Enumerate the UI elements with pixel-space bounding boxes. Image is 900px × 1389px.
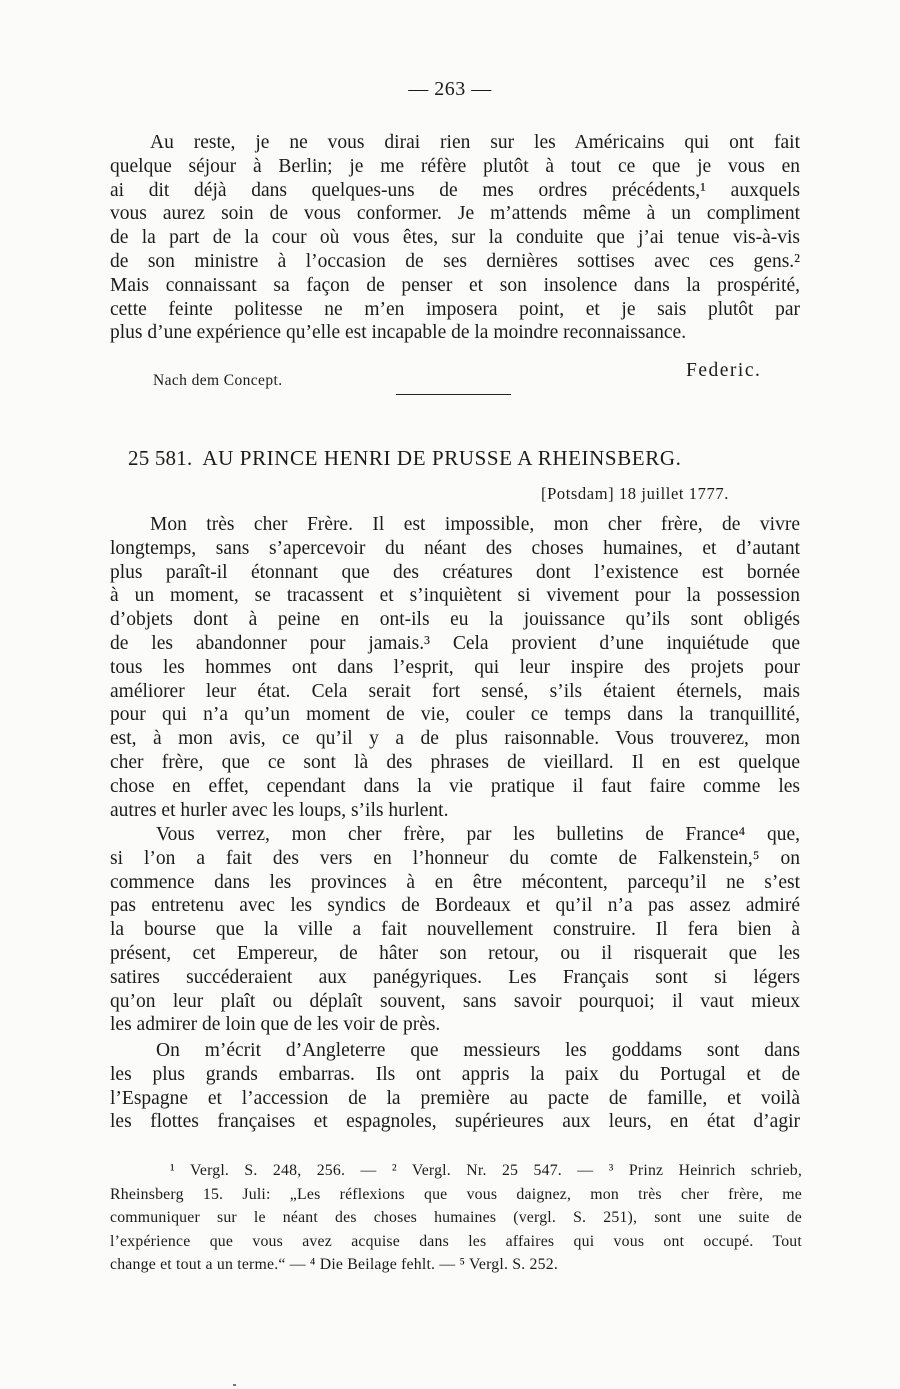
separator-rule [396, 394, 511, 395]
footnote-line: l’expérience que vous avez acquise dans les affaires qui vous ont occupé. Tout [110, 1232, 802, 1250]
text-line: améliorer leur état. Cela serait fort sensé, s’ils étaient éternels, mais [110, 680, 800, 702]
text-line: de les abandonner pour jamais.³ Cela provient d’une inquiétude que [110, 632, 800, 654]
letter2-paragraph-3 [110, 1039, 800, 1134]
letter-heading [128, 446, 828, 471]
text-line: commence dans les provinces à en être mécontent, parcequ’il ne s’est [110, 871, 800, 893]
scan-speck [233, 1384, 236, 1386]
text-line: vous aurez soin de vous conformer. Je m’attends même à un compliment [110, 203, 800, 225]
text-line: de son ministre à l’occasion de ses dernières sottises avec ces gens.² [110, 250, 800, 272]
text-line: satires succéderaient aux panégyriques. Les Français sont si légers [110, 966, 800, 988]
footnotes [110, 1159, 802, 1277]
letter-title: AU PRINCE HENRI DE PRUSSE A RHEINSBERG. [202, 446, 682, 470]
text-line: de la part de la cour où vous êtes, sur la conduite que j’ai tenue vis-à-vis [110, 227, 800, 249]
signature: Federic. [686, 360, 762, 381]
text-line: présent, cet Empereur, de hâter son retour, ou il risquerait que les [110, 942, 800, 964]
text-line: ai dit déjà dans quelques-uns de mes ordres précédents,¹ auxquels [110, 179, 800, 201]
text-line: pour qui n’a qu’un moment de vie, couler ce temps dans la tranquillité, [110, 704, 800, 726]
concept-note: Nach dem Concept. [153, 372, 283, 389]
text-line: cher frère, que ce sont là des phrases de vieillard. Il en est quelque [110, 751, 800, 773]
footnote-line: ¹ Vergl. S. 248, 256. — ² Vergl. Nr. 25 547. — ³ Prinz Heinrich schrieb, [170, 1162, 802, 1179]
text-line: longtemps, sans s’apercevoir du néant des choses humaines, et d’autant [110, 537, 800, 559]
text-line: Mon très cher Frère. Il est impossible, mon cher frère, de vivre [150, 514, 800, 535]
text-line: est, à mon avis, ce qu’il y a de plus raisonnable. Vous trouverez, mon [110, 728, 800, 750]
letter2-paragraph-1 [110, 513, 800, 822]
footnote-line: communiquer sur le néant des choses humaines (vergl. S. 251), sont une suite de [110, 1209, 802, 1226]
footnote-line: change et tout a un terme.“ — ⁴ Die Beilage fehlt. — ⁵ Vergl. S. 252. [110, 1256, 559, 1273]
letter2-paragraph-2 [110, 823, 800, 1037]
text-line: plus paraît-il étonnant que des créatures dont l’existence est bornée [110, 561, 800, 583]
text-line: à un moment, se tracassent et s’inquiètent si vivement pour la possession [110, 585, 800, 607]
text-line: qu’on leur plaît ou déplaît souvent, sans savoir pourquoi; il vaut mieux [110, 990, 800, 1012]
text-line: Au reste, je ne vous dirai rien sur les Américains qui ont fait [150, 132, 800, 153]
text-line: cette feinte politesse ne m’en imposera point, et je sais plutôt par [110, 298, 800, 320]
text-line: d’objets dont à peine en ont-ils eu la jouissance qu’ils sont obligés [110, 609, 800, 631]
text-line: si l’on a fait des vers en l’honneur du comte de Falkenstein,⁵ on [110, 847, 800, 869]
text-line: plus d’une expérience qu’elle est incapable de la moindre reconnaissance. [110, 322, 687, 344]
letter-number: 25 581. [128, 446, 193, 470]
text-line: Vous verrez, mon cher frère, par les bulletins de France⁴ que, [156, 824, 800, 845]
text-line: les flottes françaises et espagnoles, supérieures aux leurs, en état d’agir [110, 1111, 800, 1133]
text-line: les plus grands embarras. Ils ont appris la paix du Portugal et de [110, 1063, 800, 1085]
text-line: les admirer de loin que de les voir de près. [110, 1014, 441, 1036]
text-line: chose en effet, cependant dans la vie pratique il faut faire comme les [110, 775, 800, 797]
letter1-paragraph [110, 131, 800, 345]
signature-row [110, 360, 800, 400]
text-line: autres et hurler avec les loups, s’ils hurlent. [110, 799, 449, 821]
text-line: Mais connaissant sa façon de penser et son insolence dans la prospérité, [110, 274, 800, 296]
dateline: [Potsdam] 18 juillet 1777. [541, 484, 729, 503]
footnote-line: Rheinsberg 15. Juli: „Les réflexions que vous daignez, mon très cher frère, me [110, 1185, 802, 1203]
text-line: quelque séjour à Berlin; je me réfère plutôt à tout ce que je vous en [110, 155, 800, 177]
text-line: l’Espagne et l’accession de la première au pacte de famille, et voilà [110, 1087, 800, 1109]
text-line: tous les hommes ont dans l’esprit, qui leur inspire des projets pour [110, 656, 800, 678]
text-line: la bourse que la ville a fait nouvellement construire. Il fera bien à [110, 919, 800, 941]
text-line: pas entretenu avec les syndics de Bordeaux et qu’il n’a pas assez admiré [110, 895, 800, 917]
page-number: — 263 — [408, 78, 492, 100]
text-line: On m’écrit d’Angleterre que messieurs les goddams sont dans [156, 1040, 800, 1061]
